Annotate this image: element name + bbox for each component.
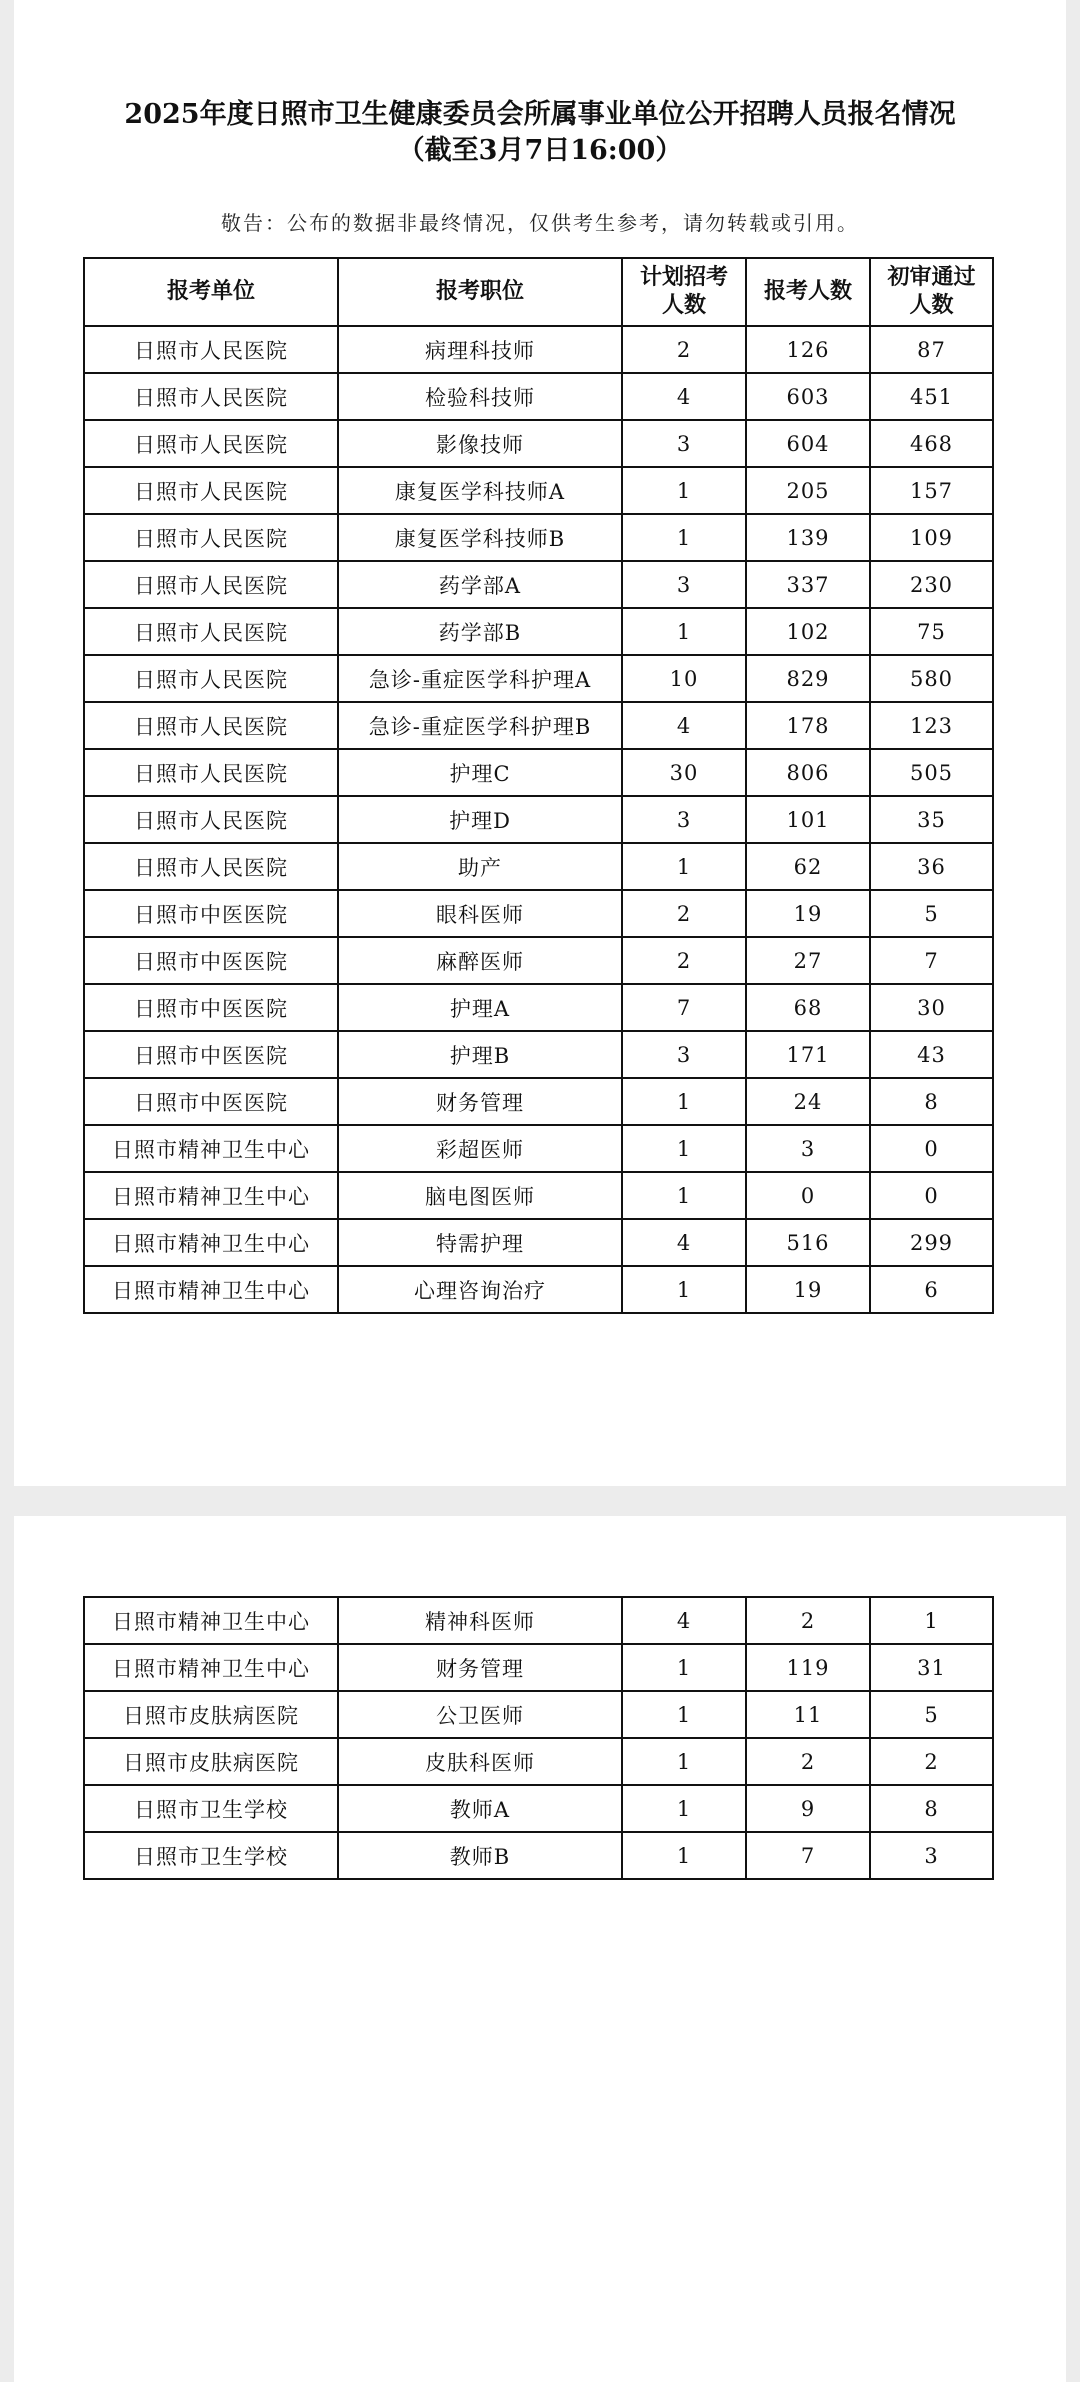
header-unit: 报考单位: [84, 258, 338, 326]
cell-planned: 1: [622, 467, 746, 514]
header-position: 报考职位: [338, 258, 622, 326]
cell-planned: 1: [622, 1644, 746, 1691]
cell-position: 麻醉医师: [338, 937, 622, 984]
cell-unit: 日照市人民医院: [84, 702, 338, 749]
cell-position: 药学部B: [338, 608, 622, 655]
cell-planned: 30: [622, 749, 746, 796]
cell-unit: 日照市中医医院: [84, 937, 338, 984]
document-title: 2025年度日照市卫生健康委员会所属事业单位公开招聘人员报名情况: [124, 99, 956, 130]
cell-applicants: 806: [746, 749, 870, 796]
cell-position: 脑电图医师: [338, 1172, 622, 1219]
cell-passed: 580: [870, 655, 993, 702]
cell-passed: 468: [870, 420, 993, 467]
cell-planned: 4: [622, 1597, 746, 1644]
table-row: [84, 702, 993, 749]
table-row: [84, 890, 993, 937]
cell-passed: 35: [870, 796, 993, 843]
cell-planned: 3: [622, 796, 746, 843]
cell-unit: 日照市人民医院: [84, 467, 338, 514]
cell-applicants: 139: [746, 514, 870, 561]
cell-applicants: 604: [746, 420, 870, 467]
cell-planned: 2: [622, 937, 746, 984]
cell-position: 病理科技师: [338, 326, 622, 373]
cell-applicants: 126: [746, 326, 870, 373]
cell-unit: 日照市人民医院: [84, 373, 338, 420]
cell-passed: 75: [870, 608, 993, 655]
registration-table: [83, 257, 994, 1314]
cell-position: 助产: [338, 843, 622, 890]
cell-position: 护理D: [338, 796, 622, 843]
table-row: [84, 796, 993, 843]
cell-unit: 日照市人民医院: [84, 655, 338, 702]
cell-applicants: 829: [746, 655, 870, 702]
cell-planned: 1: [622, 1785, 746, 1832]
cell-planned: 1: [622, 1172, 746, 1219]
table-row: [84, 1738, 993, 1785]
cell-unit: 日照市精神卫生中心: [84, 1644, 338, 1691]
cell-passed: 5: [870, 890, 993, 937]
table-row: [84, 1031, 993, 1078]
cell-unit: 日照市卫生学校: [84, 1785, 338, 1832]
cell-position: 精神科医师: [338, 1597, 622, 1644]
table-row: [84, 608, 993, 655]
cell-planned: 1: [622, 1078, 746, 1125]
cell-passed: 2: [870, 1738, 993, 1785]
cell-passed: 123: [870, 702, 993, 749]
cell-unit: 日照市精神卫生中心: [84, 1219, 338, 1266]
cell-passed: 109: [870, 514, 993, 561]
table-row: [84, 1125, 993, 1172]
cell-applicants: 205: [746, 467, 870, 514]
cell-passed: 0: [870, 1172, 993, 1219]
cell-planned: 1: [622, 1266, 746, 1313]
cell-unit: 日照市中医医院: [84, 1031, 338, 1078]
cell-planned: 1: [622, 1738, 746, 1785]
registration-table-continued: [83, 1596, 994, 1880]
cell-planned: 1: [622, 1691, 746, 1738]
cell-passed: 7: [870, 937, 993, 984]
cell-applicants: 171: [746, 1031, 870, 1078]
cell-position: 护理C: [338, 749, 622, 796]
cell-planned: 1: [622, 608, 746, 655]
cell-planned: 2: [622, 890, 746, 937]
cell-passed: 43: [870, 1031, 993, 1078]
table-row: [84, 1644, 993, 1691]
cell-position: 教师A: [338, 1785, 622, 1832]
cell-planned: 7: [622, 984, 746, 1031]
cell-unit: 日照市精神卫生中心: [84, 1597, 338, 1644]
cell-unit: 日照市中医医院: [84, 984, 338, 1031]
cell-position: 药学部A: [338, 561, 622, 608]
cell-position: 检验科技师: [338, 373, 622, 420]
header-applicants: 报考人数: [746, 258, 870, 326]
cell-unit: 日照市皮肤病医院: [84, 1691, 338, 1738]
cell-position: 眼科医师: [338, 890, 622, 937]
cell-position: 急诊-重症医学科护理A: [338, 655, 622, 702]
cell-applicants: 516: [746, 1219, 870, 1266]
cell-position: 财务管理: [338, 1078, 622, 1125]
table-row: [84, 1691, 993, 1738]
cell-passed: 299: [870, 1219, 993, 1266]
cell-unit: 日照市精神卫生中心: [84, 1172, 338, 1219]
cell-position: 皮肤科医师: [338, 1738, 622, 1785]
cell-unit: 日照市人民医院: [84, 420, 338, 467]
cell-unit: 日照市人民医院: [84, 796, 338, 843]
document-page-1: [14, 0, 1066, 1486]
cell-applicants: 102: [746, 608, 870, 655]
cell-passed: 5: [870, 1691, 993, 1738]
cell-applicants: 0: [746, 1172, 870, 1219]
table-row: [84, 1832, 993, 1879]
cell-passed: 8: [870, 1078, 993, 1125]
cell-planned: 1: [622, 1125, 746, 1172]
cell-position: 护理A: [338, 984, 622, 1031]
header-passed: 初审通过人数: [870, 258, 993, 326]
cell-planned: 1: [622, 1832, 746, 1879]
table-row: [84, 1266, 993, 1313]
cell-unit: 日照市人民医院: [84, 561, 338, 608]
cell-position: 康复医学科技师A: [338, 467, 622, 514]
cell-passed: 1: [870, 1597, 993, 1644]
cell-applicants: 101: [746, 796, 870, 843]
table-row: [84, 1078, 993, 1125]
cell-applicants: 19: [746, 890, 870, 937]
cell-planned: 3: [622, 1031, 746, 1078]
cell-passed: 451: [870, 373, 993, 420]
cell-planned: 10: [622, 655, 746, 702]
cell-passed: 157: [870, 467, 993, 514]
cell-unit: 日照市人民医院: [84, 843, 338, 890]
table-row: [84, 1597, 993, 1644]
document-page-2: [14, 1516, 1066, 2382]
table-row: [84, 467, 993, 514]
disclaimer-notice: 敬告：公布的数据非最终情况，仅供考生参考，请勿转载或引用。: [221, 211, 859, 235]
table-row: [84, 326, 993, 373]
cell-passed: 3: [870, 1832, 993, 1879]
cell-passed: 6: [870, 1266, 993, 1313]
cell-position: 财务管理: [338, 1644, 622, 1691]
cell-passed: 30: [870, 984, 993, 1031]
cell-applicants: 27: [746, 937, 870, 984]
cell-applicants: 603: [746, 373, 870, 420]
cell-unit: 日照市精神卫生中心: [84, 1125, 338, 1172]
table-row: [84, 1172, 993, 1219]
cell-unit: 日照市中医医院: [84, 1078, 338, 1125]
cell-planned: 3: [622, 561, 746, 608]
cell-unit: 日照市人民医院: [84, 514, 338, 561]
cell-position: 心理咨询治疗: [338, 1266, 622, 1313]
cell-unit: 日照市中医医院: [84, 890, 338, 937]
table-row: [84, 514, 993, 561]
table-row: [84, 1785, 993, 1832]
cell-applicants: 178: [746, 702, 870, 749]
cell-position: 康复医学科技师B: [338, 514, 622, 561]
cell-unit: 日照市人民医院: [84, 608, 338, 655]
table-row: [84, 937, 993, 984]
cell-position: 护理B: [338, 1031, 622, 1078]
cell-applicants: 119: [746, 1644, 870, 1691]
cell-passed: 505: [870, 749, 993, 796]
cell-applicants: 2: [746, 1738, 870, 1785]
cell-planned: 4: [622, 1219, 746, 1266]
table-row: [84, 1219, 993, 1266]
cell-passed: 8: [870, 1785, 993, 1832]
cell-position: 教师B: [338, 1832, 622, 1879]
cell-applicants: 11: [746, 1691, 870, 1738]
cell-applicants: 19: [746, 1266, 870, 1313]
header-planned: 计划招考人数: [622, 258, 746, 326]
cell-applicants: 62: [746, 843, 870, 890]
cell-passed: 31: [870, 1644, 993, 1691]
cell-passed: 87: [870, 326, 993, 373]
cell-planned: 4: [622, 702, 746, 749]
cell-applicants: 68: [746, 984, 870, 1031]
table-row: [84, 373, 993, 420]
document-subtitle: （截至3月7日16:00）: [397, 135, 683, 166]
cell-planned: 2: [622, 326, 746, 373]
cell-position: 影像技师: [338, 420, 622, 467]
cell-unit: 日照市皮肤病医院: [84, 1738, 338, 1785]
cell-applicants: 24: [746, 1078, 870, 1125]
table-row: [84, 655, 993, 702]
cell-unit: 日照市人民医院: [84, 749, 338, 796]
cell-position: 急诊-重症医学科护理B: [338, 702, 622, 749]
cell-applicants: 3: [746, 1125, 870, 1172]
cell-passed: 0: [870, 1125, 993, 1172]
table-row: [84, 420, 993, 467]
table-row: [84, 984, 993, 1031]
cell-position: 彩超医师: [338, 1125, 622, 1172]
cell-planned: 1: [622, 514, 746, 561]
cell-passed: 230: [870, 561, 993, 608]
cell-applicants: 7: [746, 1832, 870, 1879]
cell-applicants: 9: [746, 1785, 870, 1832]
cell-unit: 日照市精神卫生中心: [84, 1266, 338, 1313]
cell-passed: 36: [870, 843, 993, 890]
cell-unit: 日照市人民医院: [84, 326, 338, 373]
cell-planned: 4: [622, 373, 746, 420]
table-row: [84, 749, 993, 796]
table-row: [84, 843, 993, 890]
table-row: [84, 561, 993, 608]
cell-planned: 3: [622, 420, 746, 467]
cell-unit: 日照市卫生学校: [84, 1832, 338, 1879]
cell-planned: 1: [622, 843, 746, 890]
cell-position: 公卫医师: [338, 1691, 622, 1738]
table-header-row: [84, 258, 993, 326]
cell-position: 特需护理: [338, 1219, 622, 1266]
cell-applicants: 337: [746, 561, 870, 608]
cell-applicants: 2: [746, 1597, 870, 1644]
